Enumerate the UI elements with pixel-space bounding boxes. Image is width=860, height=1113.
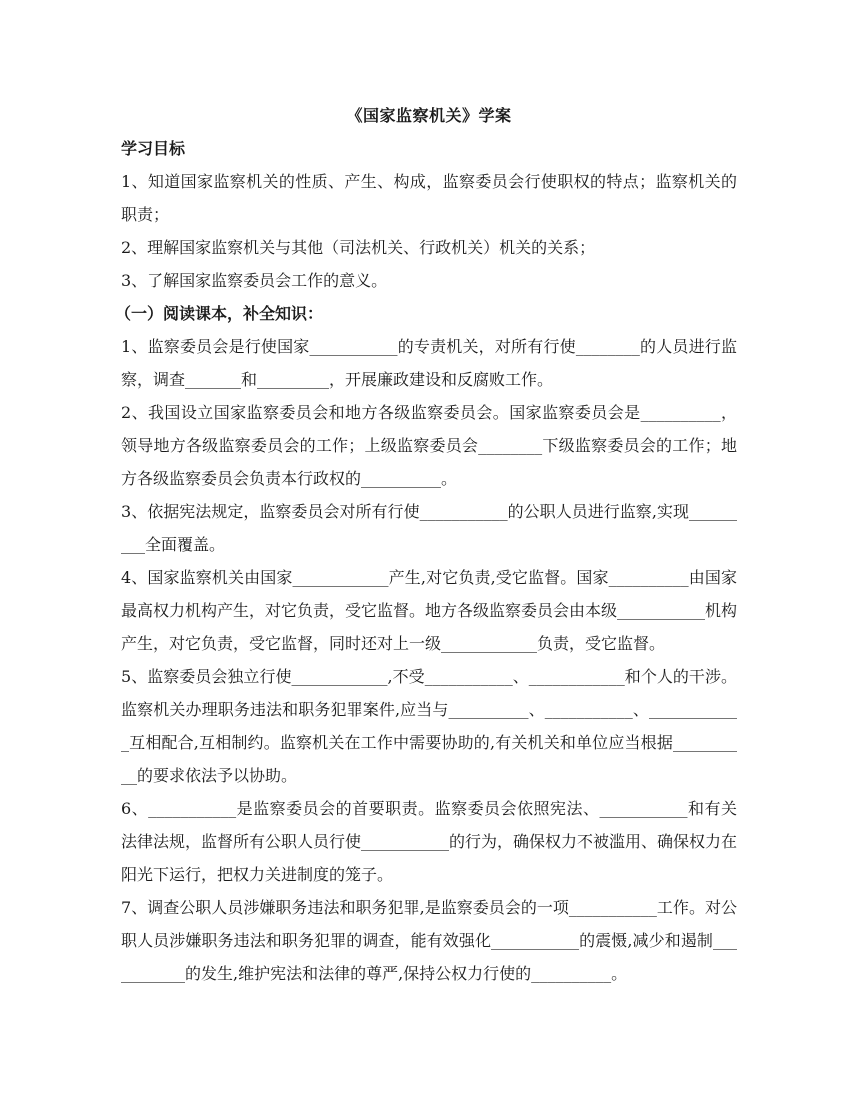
item-5: 5、监察委员会独立行使____________,不受___________、____________和个人的干涉。监察机关办理职务违法和职务犯罪案件,应当与__________、___________、____________互相配合,互相制约。监察机关在工作中需要协助的,有关机关和单位应当根据__________的要求依法予以协助。 [121, 667, 737, 785]
objective-3: 3、了解国家监察委员会工作的意义。 [121, 271, 388, 290]
document-body [115, 100, 738, 990]
item-3: 3、依据宪法规定，监察委员会对所有行使___________的公职人员进行监察,实现_________全面覆盖。 [121, 502, 737, 554]
item-1: 1、监察委员会是行使国家___________的专责机关，对所有行使________的人员进行监察，调查_______和_________，开展廉政建设和反腐败工作。 [121, 337, 737, 389]
item-4: 4、国家监察机关由国家____________产生,对它负责,受它监督。国家__________由国家最高权力机构产生，对它负责，受它监督。地方各级监察委员会由本级___________机构产生，对它负责，受它监督，同时还对上一级____________负责，受它监督。 [121, 568, 738, 653]
item-7: 7、调查公职人员涉嫌职务违法和职务犯罪,是监察委员会的一项___________工作。对公职人员涉嫌职务违法和职务犯罪的调查，能有效强化___________的震慑,减少和遏制___________的发生,维护宪法和法律的尊严,保持公权力行使的__________。 [121, 898, 737, 983]
item-2: 2、我国设立国家监察委员会和地方各级监察委员会。国家监察委员会是__________，领导地方各级监察委员会的工作；上级监察委员会________下级监察委员会的工作；地方各级监察委员会负责本行政权的__________。 [121, 403, 737, 488]
objective-2: 2、理解国家监察机关与其他（司法机关、行政机关）机关的关系； [121, 238, 596, 257]
item-6: 6、___________是监察委员会的首要职责。监察委员会依照宪法、___________和有关法律法规，监督所有公职人员行使___________的行为，确保权力不被滥用、确保权力在阳光下运行，把权力关进制度的笼子。 [121, 799, 738, 884]
objectives-heading: 学习目标 [121, 139, 186, 158]
document-title: 《国家监察机关》学案 [346, 106, 512, 125]
objective-1: 1、知道国家监察机关的性质、产生、构成，监察委员会行使职权的特点；监察机关的职责； [121, 172, 737, 224]
section-heading: （一）阅读课本，补全知识： [115, 304, 324, 323]
